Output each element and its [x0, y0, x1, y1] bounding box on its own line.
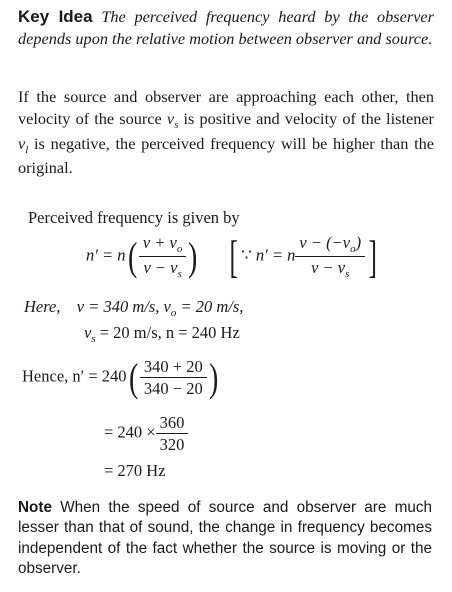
vs-symbol: v	[84, 323, 92, 342]
vs-subscript: s	[91, 333, 96, 345]
intro-middle-text: is positive and velocity of the listener	[183, 109, 434, 129]
vo-subscript: o	[170, 307, 177, 319]
rhs-numerator-subscript: o	[350, 243, 356, 255]
key-idea-label: Key Idea	[18, 7, 93, 26]
hence-denominator: 340 − 20	[143, 379, 203, 398]
hence-label: Hence, n′ = 240	[22, 366, 127, 386]
intro-end-text: is negative, the perceived frequency will be higher than the original.	[18, 133, 434, 177]
rhs-numerator: v − (−v	[299, 233, 351, 252]
step-two-fraction	[156, 413, 189, 454]
here-line-2	[84, 323, 240, 343]
formula-numerator-subscript: o	[176, 243, 183, 255]
left-bracket: [	[229, 230, 238, 282]
step-two	[104, 413, 188, 454]
v-value: v = 340 m/s,	[76, 297, 160, 316]
step-two-denominator: 320	[159, 435, 185, 454]
source-velocity-subscript: s	[174, 119, 179, 132]
rhs-denominator: v − v	[311, 258, 346, 277]
because-symbol: ∵	[241, 245, 252, 265]
step-three: = 270 Hz	[104, 461, 166, 480]
formula-numerator: v + v	[142, 233, 177, 252]
vo-value: = 20 m/s,	[180, 297, 244, 316]
rhs-numerator-close: )	[355, 233, 362, 252]
listener-velocity-subscript: l	[25, 143, 29, 156]
note-label: Note	[18, 499, 52, 516]
right-bracket: ]	[368, 230, 377, 282]
hence-numerator: 340 + 20	[140, 357, 207, 378]
key-idea	[18, 6, 434, 51]
key-idea-text: The perceived frequency heard by the observer depends upon the relative motion between observer and source.	[18, 7, 434, 49]
here-line	[24, 297, 243, 317]
intro-text: If the source and observer are approaching each other, then velocity of the source	[18, 87, 434, 129]
step-two-numerator: 360	[156, 413, 189, 434]
listener-velocity-symbol: v	[18, 133, 26, 153]
note	[18, 498, 432, 579]
formula-rhs-fraction	[295, 233, 365, 280]
hence-left-paren: (	[128, 354, 138, 400]
step-two-lhs: = 240 ×	[104, 422, 156, 442]
formula-denominator: v − v	[143, 258, 178, 277]
source-velocity-symbol: v	[166, 109, 175, 129]
left-paren: (	[127, 233, 137, 279]
note-text: When the speed of source and observer are much lesser than that of sound, the change in frequency becomes independent of the fact whether the source is moving or the observer.	[18, 499, 433, 577]
vo-symbol: v	[163, 297, 171, 316]
formula-lhs: n′ = n	[86, 245, 126, 265]
right-paren: )	[188, 233, 198, 279]
intro-paragraph	[18, 86, 434, 179]
formula-fraction	[139, 233, 187, 280]
doppler-formula	[86, 230, 380, 282]
formula-rhs: n′ = n	[255, 245, 296, 265]
formula-denominator-subscript: s	[177, 268, 182, 280]
hence-line	[22, 354, 220, 400]
vs-value: = 20 m/s, n = 240 Hz	[99, 323, 240, 342]
here-label: Here,	[24, 297, 61, 316]
hence-right-paren: )	[208, 354, 219, 400]
rhs-denominator-subscript: s	[345, 268, 350, 280]
hence-fraction	[140, 357, 207, 398]
perceived-frequency-line: Perceived frequency is given by	[28, 208, 240, 227]
